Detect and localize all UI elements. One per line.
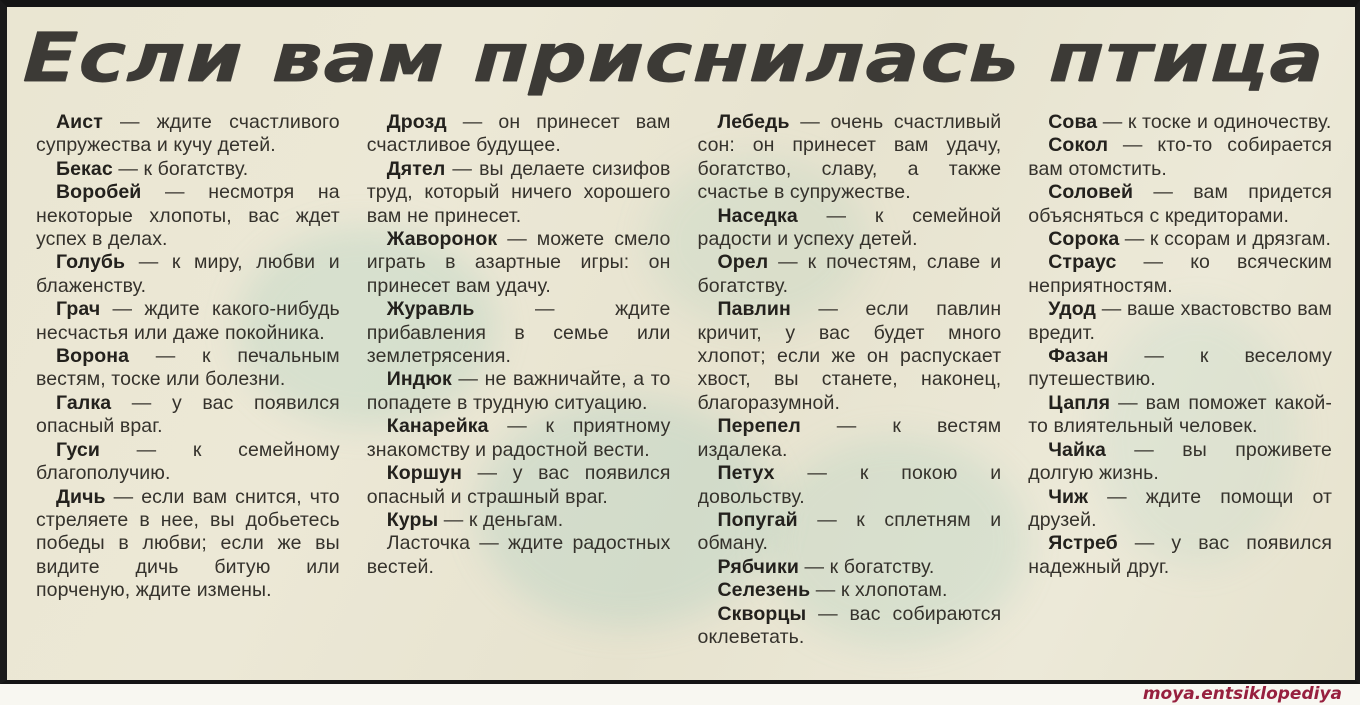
bird-name: Аист (56, 111, 103, 133)
dream-entry: Лебедь — очень счастливый сон: он принесет вам удачу, богатство, славу, а также счастье в супружестве. (697, 111, 1002, 204)
bird-name: Рябчики (717, 555, 799, 578)
bird-name: Воробей (56, 181, 142, 204)
dream-entry: Гуси — к семейному благополучию. (36, 438, 340, 485)
dream-entry: Индюк — не важничайте, а то попадете в трудную ситуацию. (366, 368, 671, 414)
dream-entry: Голубь — к миру, любви и блаженству. (36, 251, 340, 297)
dream-entry: Коршун — у вас появился опасный и страшный враг. (366, 462, 671, 508)
dream-entry: Сокол — кто-то собирается вам отомстить. (1028, 134, 1332, 180)
bird-name: Ястреб (1048, 532, 1118, 555)
bird-name: Чиж (1048, 485, 1089, 508)
dream-entry: Рябчики — к богатству. (717, 555, 935, 578)
bird-name: Лебедь (717, 111, 790, 133)
dream-entry: Ласточка — ждите радостных вестей. (366, 532, 671, 578)
bird-name: Цапля (1048, 391, 1111, 414)
bird-name: Канарейка (386, 415, 489, 438)
bird-name: Ласточка (386, 532, 471, 555)
dream-entry: Петух — к покою и довольству. (697, 462, 1002, 508)
bird-name: Гуси (56, 438, 100, 461)
article-columns (14, 109, 1350, 676)
bird-name: Селезень (717, 579, 811, 602)
column-3 (698, 111, 1002, 676)
bird-name: Наседка (717, 204, 798, 227)
source-credit: moya.entsiklopediya (1142, 684, 1342, 704)
dream-entry: Воробей — несмотря на некоторые хлопоты, вас ждет успех в делах. (36, 181, 340, 251)
dream-entry: Перепел — к вестям издалека. (697, 415, 1002, 461)
bird-name: Попугай (717, 508, 798, 531)
bird-name: Сорока (1048, 228, 1120, 251)
bird-name: Чайка (1048, 438, 1106, 461)
bird-name: Павлин (717, 298, 791, 321)
bird-name: Дрозд (386, 111, 447, 133)
dream-entry: Дятел — вы делаете сизифов труд, который ничего хорошего вам не принесет. (366, 157, 671, 227)
dream-entry: Дрозд — он принесет вам счастливое будущее. (366, 111, 671, 157)
bird-name: Ворона (56, 345, 130, 368)
bird-name: Голубь (56, 251, 126, 274)
bird-name: Дятел (386, 157, 446, 180)
bird-name: Дичь (56, 485, 106, 508)
dream-entry: Дичь — если вам снится, что стреляете в нее, вы добьетесь победы в любви; если же вы видите дичь битую или порченую, ждите измены. (36, 485, 340, 602)
dream-entry: Грач — ждите какого-нибудь несчастья или даже покойника. (36, 298, 340, 344)
bird-name: Соловей (1048, 181, 1134, 204)
dream-entry: Соловей — вам придется объясняться с кредиторами. (1028, 181, 1332, 227)
bird-name: Петух (717, 462, 775, 485)
dream-entry: Канарейка — к приятному знакомству и радостной вести. (366, 415, 671, 461)
article-title: Если вам приснилась птица (21, 19, 1327, 98)
dream-entry: Куры — к деньгам. (386, 508, 564, 531)
dream-entry: Цапля — вам поможет какой-то влиятельный человек. (1028, 391, 1332, 438)
dream-entry: Жаворонок — можете смело играть в азартные игры: он принесет вам удачу. (366, 228, 671, 297)
bird-name: Орел (717, 251, 769, 274)
column-2 (367, 111, 671, 676)
dream-entry: Страус — ко всяческим неприятностям. (1028, 251, 1332, 297)
bird-name: Перепел (717, 415, 801, 438)
bird-name: Сова (1048, 111, 1098, 133)
bird-name: Сокол (1048, 134, 1109, 157)
dream-entry: Попугай — к сплетням и обману. (697, 508, 1002, 555)
dream-entry: Аист — ждите счастливого супружества и кучу детей. (36, 111, 340, 157)
column-1 (36, 111, 340, 676)
bird-name: Коршун (386, 462, 462, 485)
scan-footer (0, 684, 1360, 705)
dream-entry: Павлин — если павлин кричит, у вас будет много хлопот; если же он распускает хвост, вы станете, наконец, благоразумной. (697, 298, 1002, 414)
dream-entry: Фазан — к веселому путешествию. (1028, 345, 1332, 391)
dream-entry: Ястреб — у вас появился надежный друг. (1028, 532, 1332, 578)
dream-entry: Чайка — вы проживете долгую жизнь. (1028, 438, 1332, 485)
dream-entry: Чиж — ждите помощи от друзей. (1028, 485, 1332, 531)
bird-name: Удод (1048, 298, 1096, 321)
dream-entry: Журавль — ждите прибавления в семье или землетрясения. (366, 298, 671, 368)
dream-entry: Скворцы — вас собираются оклеветать. (697, 602, 1002, 648)
dream-entry: Удод — ваше хвастовство вам вредит. (1028, 298, 1332, 344)
bird-name: Куры (386, 508, 439, 531)
dream-entry: Сова — к тоске и одиночеству. (1048, 111, 1332, 133)
dream-entry: Селезень — к хлопотам. (717, 579, 948, 602)
bird-name: Жаворонок (386, 228, 498, 251)
dream-entry: Ворона — к печальным вестям, тоске или болезни. (36, 345, 340, 391)
bird-name: Галка (56, 391, 112, 414)
dream-entry: Галка — у вас появился опасный враг. (36, 391, 340, 438)
bird-name: Фазан (1048, 345, 1109, 368)
bird-name: Грач (56, 298, 101, 321)
dream-entry: Бекас — к богатству. (56, 157, 249, 180)
dream-entry: Сорока — к ссорам и дрязгам. (1048, 228, 1332, 251)
bird-name: Журавль (386, 298, 475, 321)
bird-name: Индюк (386, 368, 452, 391)
bird-name: Скворцы (717, 602, 807, 625)
dream-entry: Наседка — к семейной радости и успеху детей. (697, 204, 1002, 251)
column-4 (1028, 111, 1332, 676)
dream-entry: Орел — к почестям, славе и богатству. (697, 251, 1002, 297)
bird-name: Бекас (56, 157, 113, 180)
bird-name: Страус (1048, 251, 1117, 274)
